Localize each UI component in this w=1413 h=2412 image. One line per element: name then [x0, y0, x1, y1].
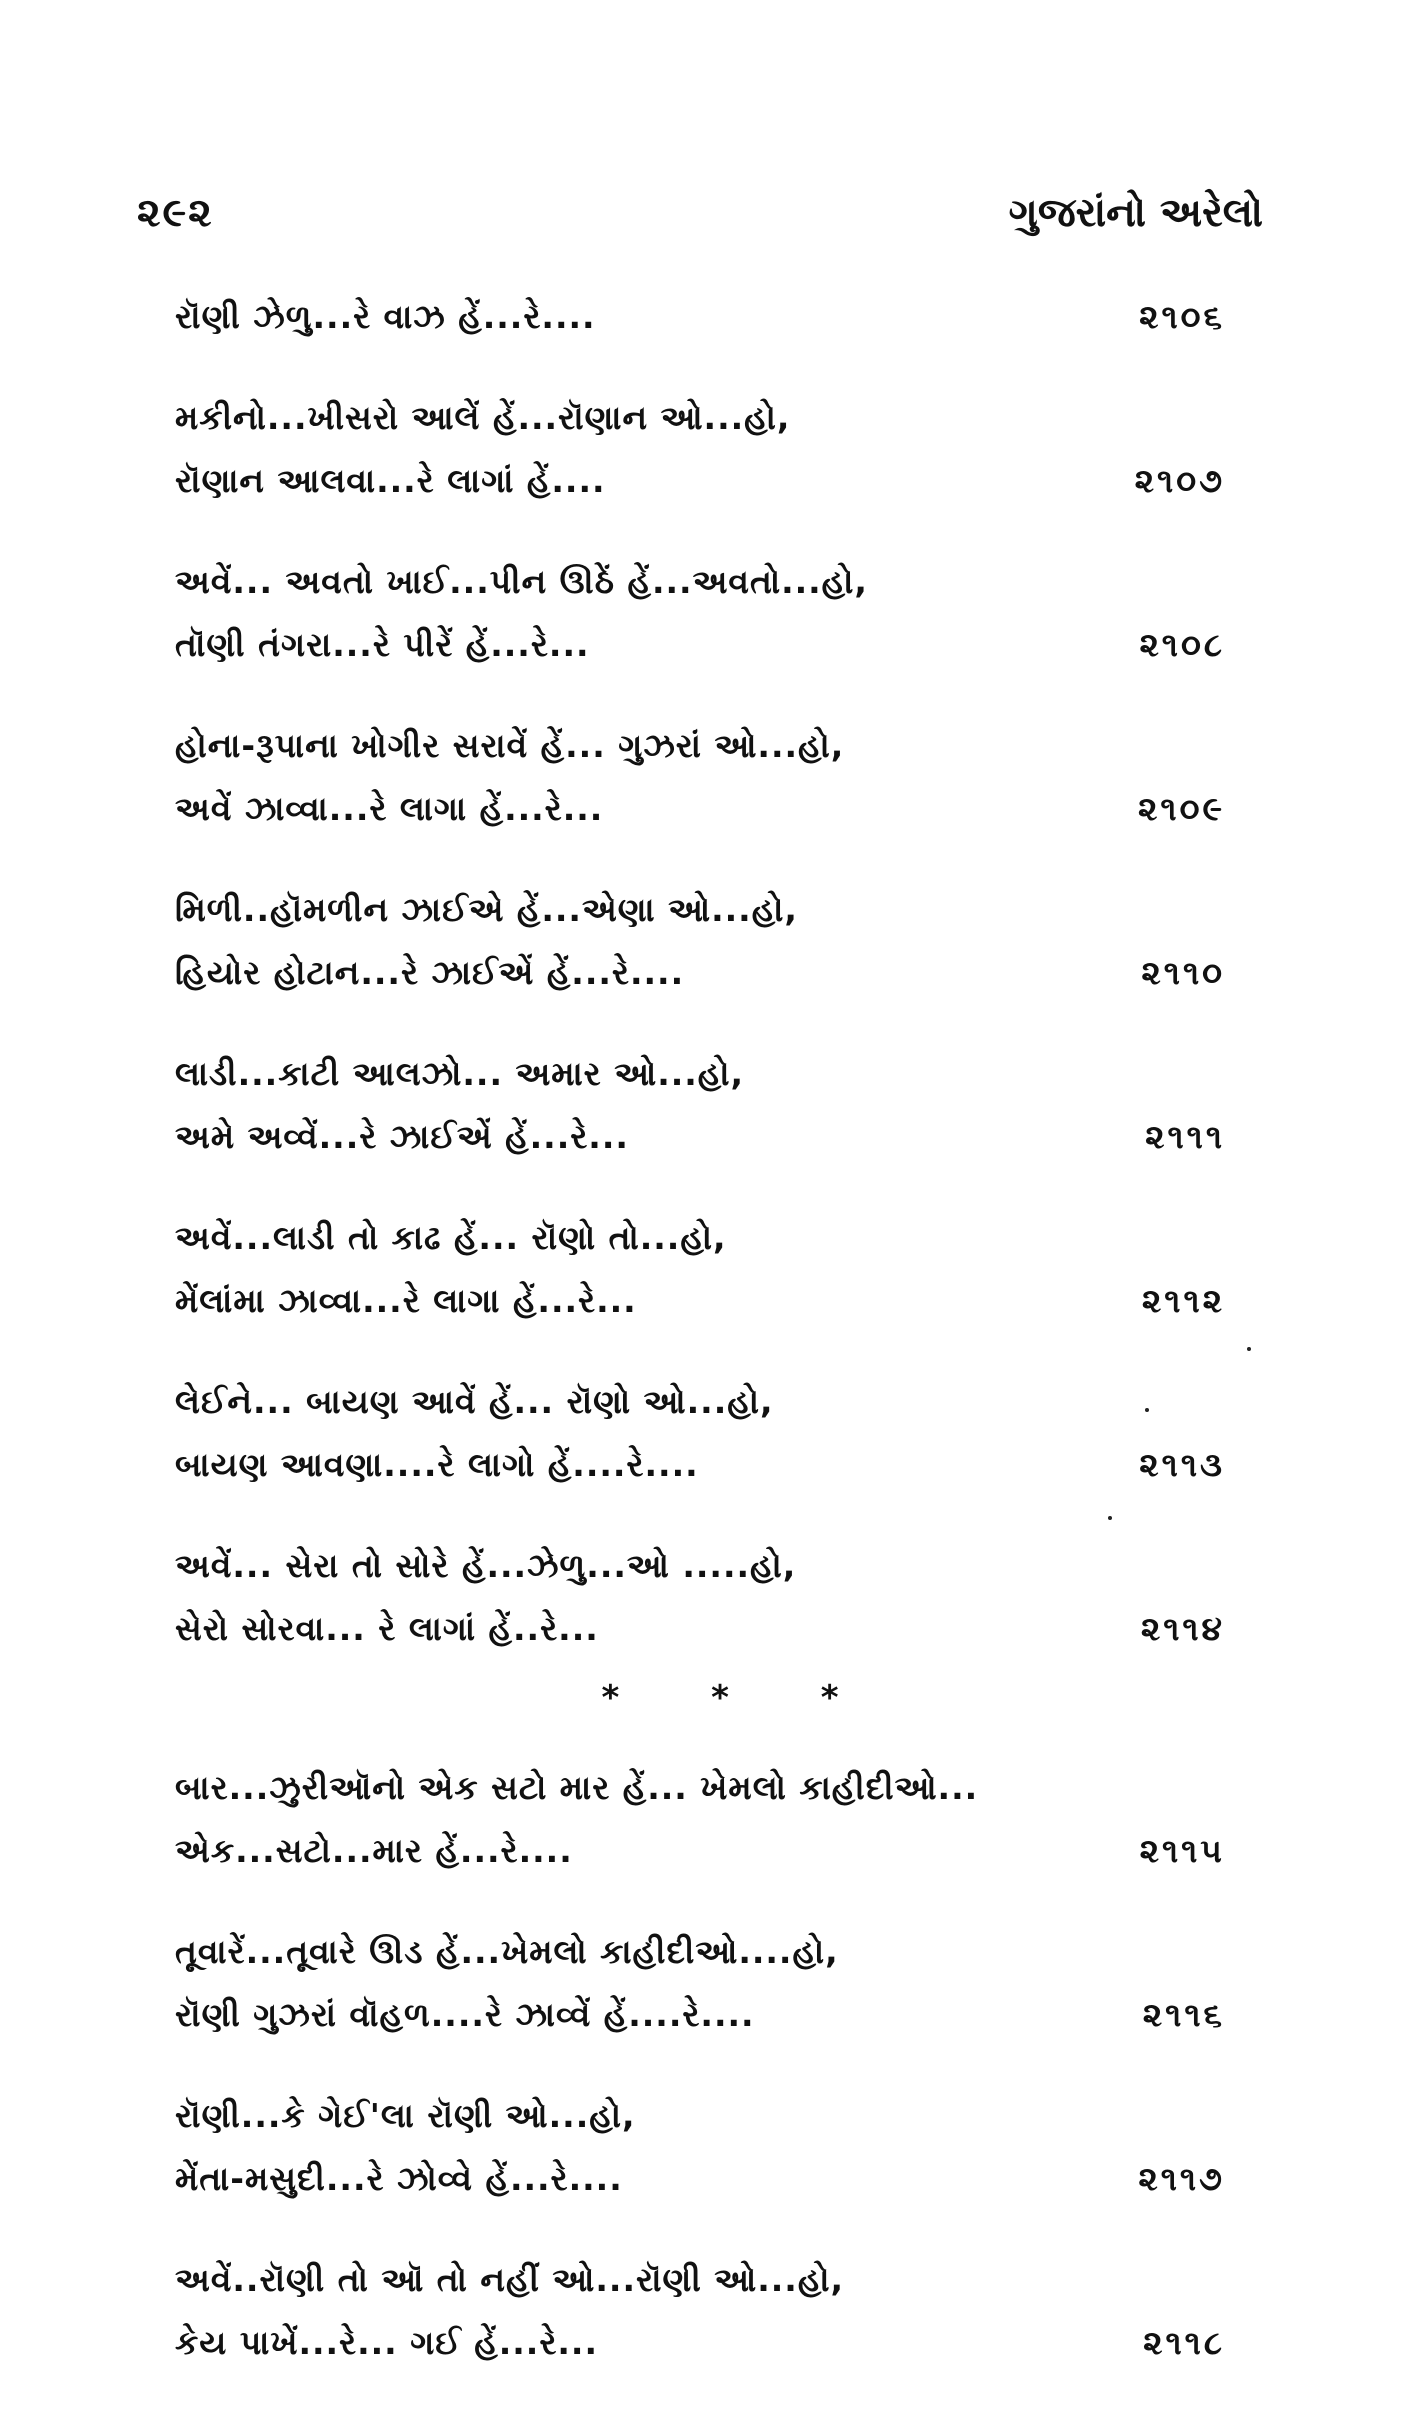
page-number: ૨૯૨ — [137, 190, 214, 236]
verse-stanza — [175, 1206, 1225, 1332]
verse-stanza — [175, 1042, 1225, 1168]
verse-number: ૨૧૦૬ — [1139, 297, 1225, 336]
verse-number: ૨૧૧૨ — [1141, 1281, 1225, 1320]
verse-line: અવેં ઝાવ્વા...રે લાગા હેં...રે... — [175, 789, 604, 828]
verse-stanza — [175, 1920, 1225, 2046]
verse-stanza — [175, 878, 1225, 1004]
verse-line: તૉણી તંગરા...રે પીરેં હેં...રે... — [175, 625, 590, 664]
verse-stanza — [175, 550, 1225, 676]
verse-number: ૨૧૧૦ — [1141, 953, 1225, 992]
verse-list — [175, 285, 1225, 2412]
verse-number: ૨૧૧૬ — [1142, 1995, 1225, 2034]
verse-stanza — [175, 285, 1225, 348]
verse-line: બાયણ આવણા....રે લાગો હેં....રે.... — [175, 1445, 699, 1484]
verse-number: ૨૧૧૪ — [1140, 1609, 1225, 1648]
verse-number: ૨૧૧૫ — [1139, 1831, 1225, 1870]
verse-line: મિળી..હૉમળીન ઝાઈએ હેં...એણા ઓ...હો, — [175, 890, 798, 929]
verse-number: ૨૧૦૭ — [1134, 461, 1225, 500]
verse-line: રૉણી...કે ગેઈ'લા રૉણી ઓ...હો, — [175, 2096, 636, 2135]
verse-line: રૉણી ગુઝરાં વૉહળ....રે ઝાવ્વેં હેં....રે.... — [175, 1995, 755, 2034]
verse-line: લાડી...કાટી આલઝો... અમાર ઓ...હો, — [175, 1054, 745, 1093]
verse-line: તૂવારેં...તૂવારે ઊડ હેં...ખેમલો કાહીદીઓ....હો, — [175, 1932, 839, 1971]
verse-number: ૨૧૦૯ — [1138, 789, 1225, 828]
verse-stanza — [175, 1534, 1225, 1660]
verse-line: લેઈને... બાયણ આવેં હેં... રૉણો ઓ...હો, — [175, 1382, 774, 1421]
verse-line: હિયોર હોટાન...રે ઝાઈએં હેં...રે.... — [175, 953, 685, 992]
verse-line: સેરો સોરવા... રે લાગાં હેં..રે... — [175, 1609, 599, 1648]
verse-line: મેંલાંમા ઝાવ્વા...રે લાગા હેં...રે... — [175, 1281, 637, 1320]
verse-line: અમે અવ્વેં...રે ઝાઈએં હેં...રે... — [175, 1117, 629, 1156]
verse-line: મેંતા-મસુદી...રે ઝોવ્વે હેં...રે.... — [175, 2159, 623, 2198]
print-speck — [1247, 1347, 1251, 1351]
verse-line: રૉણાન આલવા...રે લાગાં હેં.... — [175, 461, 606, 500]
verse-line: રૉણી ઝેળુ...રે વાઝ હેં...રે.... — [175, 297, 596, 336]
verse-number: ૨૧૧૭ — [1138, 2159, 1225, 2198]
verse-stanza — [175, 1756, 1225, 1882]
verse-line: મકીનો...ખીસરો આલેં હેં...રૉણાન ઓ...હો, — [175, 398, 791, 437]
verse-line: અવેં..રૉણી તો ઑ તો નહીં ઓ...રૉણી ઓ...હો, — [175, 2260, 845, 2299]
verse-line: અવેં... સેરા તો સોરે હેં...ઝેળુ...ઓ .....હો, — [175, 1546, 797, 1585]
verse-number: ૨૧૧૮ — [1143, 2323, 1225, 2362]
running-title: ગુજરાંનો અરેલો — [1008, 190, 1263, 236]
verse-line: કેય પાખેં...રે... ગઈ હેં...રે... — [175, 2323, 599, 2362]
verse-stanza — [175, 2248, 1225, 2374]
verse-stanza — [175, 714, 1225, 840]
verse-stanza — [175, 2084, 1225, 2210]
verse-number: ૨૧૦૮ — [1139, 625, 1225, 664]
verse-line: અવેં...લાડી તો કાઢ હેં... રૉણો તો...હો, — [175, 1218, 727, 1257]
verse-line: બાર...ઝુરીઑનો એક સટો માર હેં... ખેમલો કાહીદીઓ... — [175, 1768, 979, 1807]
verse-line: એક...સટો...માર હેં...રે.... — [175, 1831, 573, 1870]
verse-number: ૨૧૧૩ — [1139, 1445, 1225, 1484]
verse-number: ૨૧૧૧ — [1145, 1117, 1225, 1156]
verse-line: હોના-રૂપાના ખોગીર સરાવેં હેં... ગુઝરાં ઓ...હો, — [175, 726, 845, 765]
verse-stanza — [175, 1370, 1225, 1496]
print-speck — [1108, 1516, 1112, 1520]
section-divider: * * * — [601, 1678, 879, 1718]
print-speck — [1145, 1408, 1149, 1412]
verse-stanza — [175, 386, 1225, 512]
verse-line: અવેં... અવતો ખાઈ...પીન ઊઠેં હેં...અવતો...હો, — [175, 562, 868, 601]
